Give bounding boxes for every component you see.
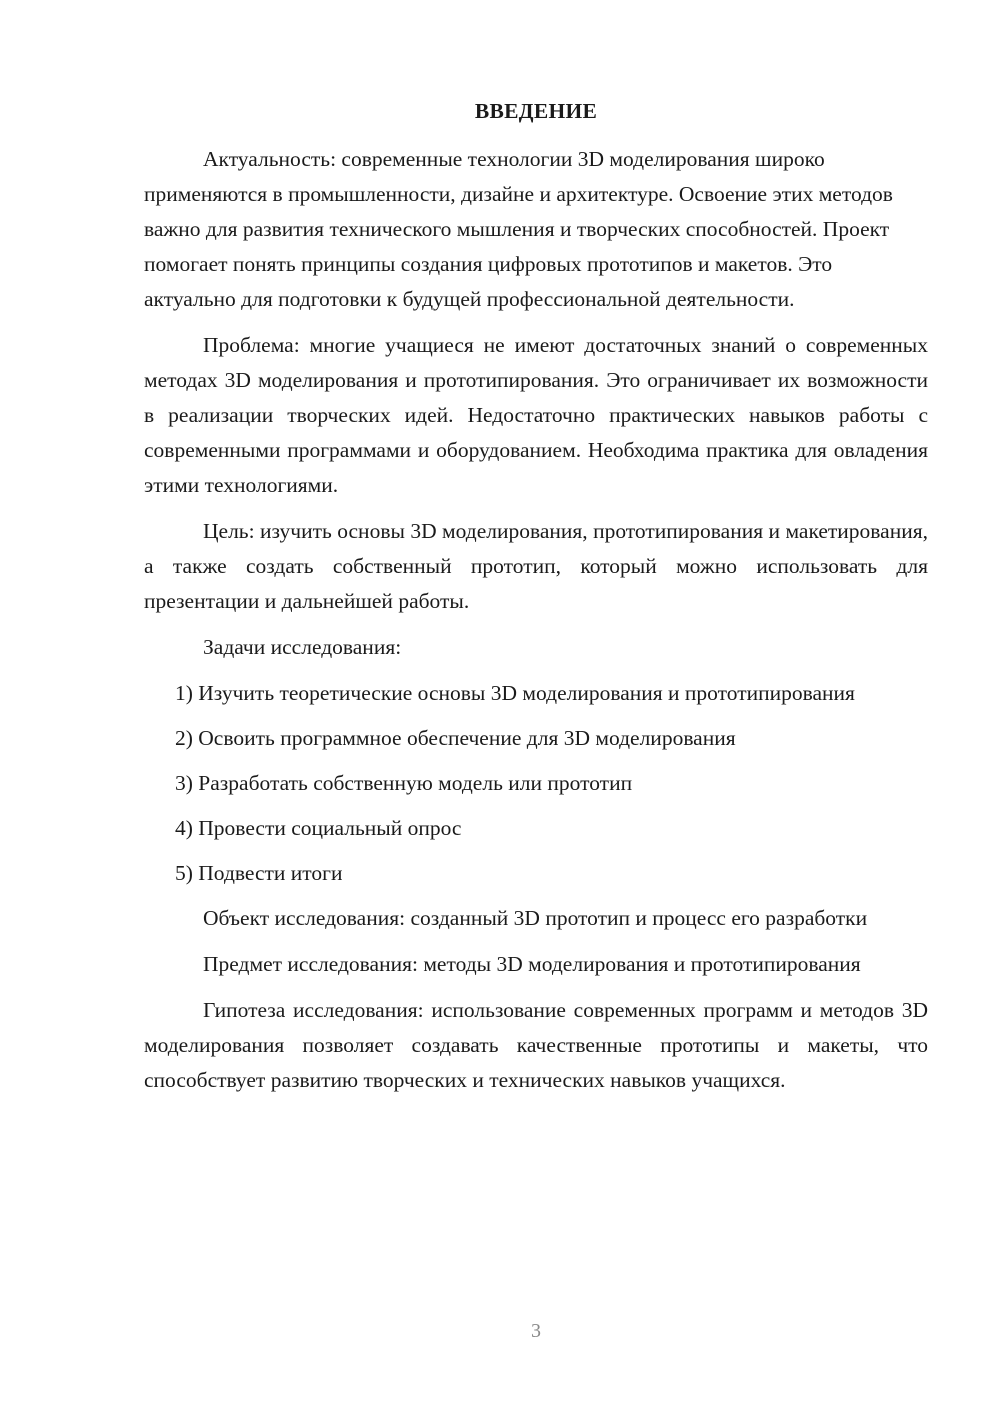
relevance-paragraph: Актуальность: современные технологии 3D моделирования широко применяются в промышленности, дизайне и архитектуре. Освоение этих методов важно для развития технического мышления и творческих способностей. Проект помогает понять принципы создания цифровых прототипов и макетов. Это актуально для подготовки к будущей профессиональной деятельности. xyxy=(144,147,893,311)
document-page xyxy=(144,94,928,1109)
task-item-5: 5) Подвести итоги xyxy=(175,861,343,885)
task-item-2: 2) Освоить программное обеспечение для 3D моделирования xyxy=(175,726,736,750)
object-paragraph: Объект исследования: созданный 3D прототип и процесс его разработки xyxy=(203,906,868,930)
section-heading: ВВЕДЕНИЕ xyxy=(474,99,598,123)
goal-paragraph: Цель: изучить основы 3D моделирования, прототипирования и макетирования, а также создать собственный прототип, который можно использовать для презентации и дальнейшей работы. xyxy=(144,519,928,613)
tasks-title: Задачи исследования: xyxy=(203,635,402,659)
task-item-1: 1) Изучить теоретические основы 3D моделирования и прототипирования xyxy=(175,681,855,705)
hypothesis-paragraph: Гипотеза исследования: использование современных программ и методов 3D моделирования позволяет создавать качественные прототипы и макеты, что способствует развитию творческих и технических навыков учащихся. xyxy=(144,998,928,1092)
page-number: 3 xyxy=(531,1320,541,1342)
subject-paragraph: Предмет исследования: методы 3D моделирования и прототипирования xyxy=(203,952,861,976)
problem-paragraph: Проблема: многие учащиеся не имеют достаточных знаний о современных методах 3D моделирования и прототипирования. Это ограничивает их возможности в реализации творческих идей. Недостаточно практических навыков работы с современными программами и оборудованием. Необходима практика для овладения этими технологиями. xyxy=(144,333,928,497)
task-item-3: 3) Разработать собственную модель или прототип xyxy=(175,771,633,795)
task-item-4: 4) Провести социальный опрос xyxy=(175,816,462,840)
